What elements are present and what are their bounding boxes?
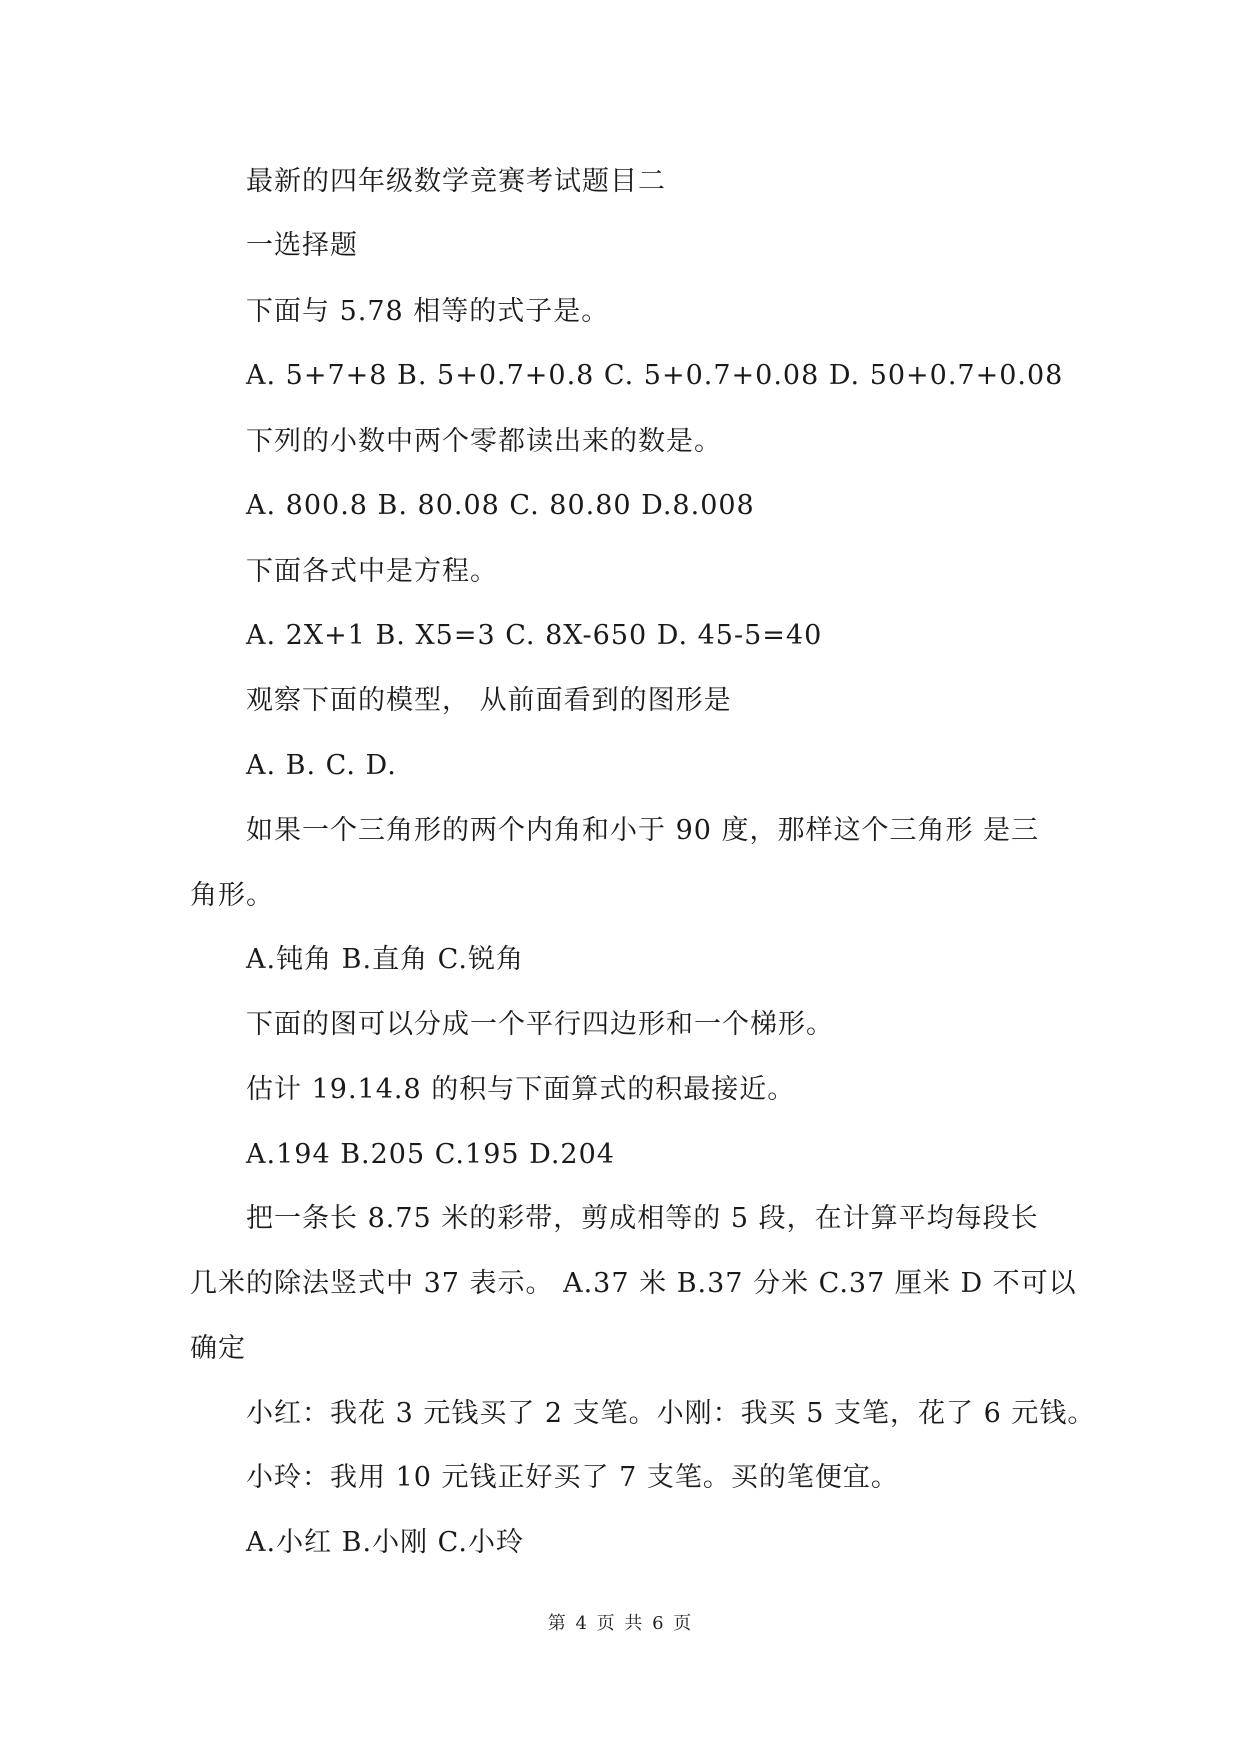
question-text: 小玲：我用 10 元钱正好买了 7 支笔。买的笔便宜。 (246, 1462, 899, 1493)
question-text-continued: 几米的除法竖式中 37 表示。 A.37 米 B.37 分米 C.37 厘米 D 不可以 (190, 1268, 1077, 1299)
question-text: 下面的图可以分成一个平行四边形和一个梯形。 (246, 1009, 834, 1040)
question-text: 估计 19.14.8 的积与下面算式的积最接近。 (246, 1074, 796, 1105)
answer-options: A. 800.8 B. 80.08 C. 80.80 D.8.008 (246, 490, 755, 521)
question-text: 观察下面的模型， 从前面看到的图形是 (246, 685, 732, 716)
question-text: 下列的小数中两个零都读出来的数是。 (246, 426, 722, 457)
question-text: 小红：我花 3 元钱买了 2 支笔。小刚：我买 5 支笔，花了 6 元钱。 (246, 1398, 1096, 1429)
answer-options: A.小红 B.小刚 C.小玲 (246, 1527, 524, 1558)
question-text-continued: 角形。 (190, 880, 274, 911)
document-title: 最新的四年级数学竞赛考试题目二 (246, 166, 666, 197)
question-text: 如果一个三角形的两个内角和小于 90 度，那样这个三角形 是三 (246, 815, 1040, 846)
question-text: 下面各式中是方程。 (246, 556, 498, 587)
answer-options: A. 5+7+8 B. 5+0.7+0.8 C. 5+0.7+0.08 D. 50+0.7+0.08 (246, 360, 1064, 391)
question-text-continued: 确定 (190, 1333, 246, 1364)
question-text: 把一条长 8.75 米的彩带，剪成相等的 5 段，在计算平均每段长 (246, 1203, 1039, 1234)
answer-options: A.194 B.205 C.195 D.204 (246, 1139, 615, 1170)
question-text: 下面与 5.78 相等的式子是。 (246, 296, 610, 327)
answer-options: A. B. C. D. (246, 750, 397, 781)
page-number-footer: 第 4 页 共 6 页 (547, 1613, 694, 1634)
section-heading: 一选择题 (246, 230, 358, 261)
answer-options: A.钝角 B.直角 C.锐角 (246, 944, 524, 975)
answer-options: A. 2X+1 B. X5=3 C. 8X-650 D. 45-5=40 (246, 620, 823, 651)
